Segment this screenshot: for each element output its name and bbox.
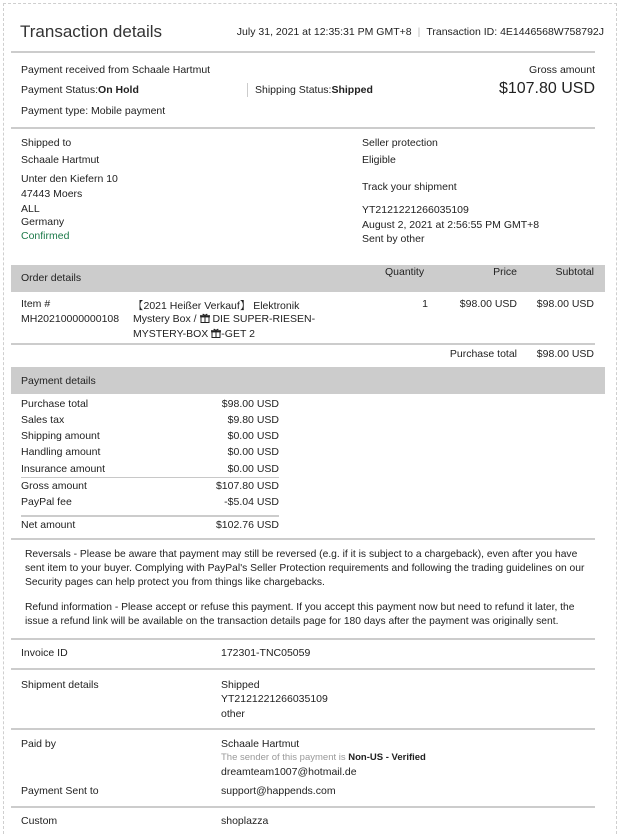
received-from-label: Payment received from [21,64,129,76]
shipment-details-label: Shipment details [21,679,99,691]
received-from-name: Schaale Hartmut [131,64,211,76]
shipping-status-label: Shipping Status: [255,84,332,96]
address-line3: ALL [21,203,40,215]
order-divider [11,343,595,345]
sender-status [221,752,426,763]
net-amount-row [21,519,279,535]
payment-row-value: $98.00 USD [221,398,279,410]
payment-type [21,105,165,117]
reversals-notice: Reversals - Please be aware that payment may still be reversed (e.g. if it is subject to a chargeback), even after you have sent item to your buyer. Complying with PayPal's Seller Protection requirements and following the trading guidelines on our Security pages can help protect you from things like chargebacks. [25,549,585,588]
payment-row-label: Shipping amount [21,430,100,442]
paid-by-label: Paid by [21,738,57,750]
payment-subtotal-divider [21,477,279,478]
payment-status-label: Payment Status: [21,84,99,96]
payment-row [21,414,279,430]
info-divider-top [11,638,595,640]
payment-divider [11,538,595,540]
payment-row-value: $0.00 USD [227,463,279,475]
address-line1: Unter den Kiefern 10 [21,173,118,185]
payment-row [21,496,279,512]
tracking-sent-by: Sent by other [362,233,425,245]
tracking-date: August 2, 2021 at 2:56:55 PM GMT+8 [362,219,540,231]
transaction-meta [237,26,604,38]
shipment-carrier: other [221,708,245,720]
item-desc-line2b: DIE SUPER-RIESEN- [212,313,316,325]
transaction-id: 4E1446568W758792J [500,26,604,38]
payment-details-header [11,367,605,394]
column-price: Price [493,266,517,278]
item-desc-line3 [133,328,255,340]
payment-row-label: Purchase total [21,398,89,410]
item-subtotal: $98.00 USD [536,298,594,310]
paid-by-name: Schaale Hartmut [221,738,300,750]
item-number: MH20210000000108 [21,313,120,325]
status-divider [247,83,248,97]
purchase-total-label: Purchase total [449,348,517,360]
column-subtotal: Subtotal [555,266,594,278]
shipping-status-value: Shipped [331,84,373,96]
payment-row-label: Gross amount [21,480,87,492]
custom-value: shoplazza [221,815,269,827]
track-shipment-link[interactable]: Track your shipment [362,181,457,193]
item-price: $98.00 USD [459,298,517,310]
address-status: Confirmed [21,230,70,242]
item-number-label: Item # [21,298,51,310]
sender-verification: Non-US - Verified [348,752,426,763]
custom-label: Custom [21,815,58,827]
shipping-status [255,84,373,96]
payment-details-title: Payment details [21,375,96,387]
meta-separator: | [417,26,421,38]
payment-row-label: Insurance amount [21,463,106,475]
payment-row [21,430,279,446]
payment-type-value: Mobile payment [91,105,166,117]
invoice-divider [11,668,595,670]
invoice-id-value: 172301-TNC05059 [221,647,311,659]
item-quantity: 1 [422,298,428,310]
item-desc-line3b: -GET 2 [221,328,255,340]
payment-row-value: $0.00 USD [227,446,279,458]
payment-status-value: On Hold [98,84,139,96]
seller-protection-label: Seller protection [362,137,438,149]
seller-protection-value: Eligible [362,154,396,166]
gross-amount-label: Gross amount [529,64,595,76]
payment-sent-to-email: support@happends.com [221,785,336,797]
gift-icon [211,328,221,338]
payment-status [21,84,139,96]
net-amount-label: Net amount [21,519,76,531]
payment-row-label: PayPal fee [21,496,72,508]
transaction-datetime: July 31, 2021 at 12:35:31 PM GMT+8 [236,26,412,38]
shipment-divider [11,728,595,730]
payment-type-label: Payment type: [21,105,89,117]
order-details-title: Order details [21,272,82,284]
address-line2: 47443 Moers [21,188,83,200]
column-quantity: Quantity [385,266,425,278]
shipped-to-label: Shipped to [21,137,72,149]
payment-row-label: Sales tax [21,414,65,426]
payment-row-value: -$5.04 USD [224,496,279,508]
item-desc-line3a: MYSTERY-BOX [133,328,209,340]
item-desc-line1: 【2021 Heißer Verkauf】 Elektronik [133,300,300,312]
address-country: Germany [21,216,65,228]
page-title: Transaction details [20,22,163,41]
payment-row [21,480,279,496]
transaction-id-label: Transaction ID: [426,26,498,38]
item-desc-line2 [133,313,315,325]
payment-sent-to-label: Payment Sent to [21,785,99,797]
paid-by-email: dreamteam1007@hotmail.de [221,766,357,778]
shipment-tracking: YT2121221266035109 [221,693,328,705]
sender-note: The sender of this payment is [221,752,346,763]
gift-icon [200,313,210,323]
payment-row-value: $9.80 USD [227,414,279,426]
gross-amount-value: $107.80 USD [498,80,595,97]
payment-row-value: $0.00 USD [227,430,279,442]
payment-row-label: Handling amount [21,446,101,458]
shipped-to-name: Schaale Hartmut [21,154,100,166]
received-from [21,64,210,76]
net-divider [21,515,279,517]
payment-row [21,398,279,414]
tracking-number: YT2121221266035109 [362,204,469,216]
invoice-id-label: Invoice ID [21,647,68,659]
payment-row-value: $107.80 USD [215,480,279,492]
summary-divider [11,127,595,129]
item-desc-line2a: Mystery Box / [133,313,197,325]
purchase-total-value: $98.00 USD [536,348,594,360]
net-amount-value: $102.76 USD [215,519,279,531]
payment-row [21,446,279,462]
shipment-status: Shipped [221,679,260,691]
header-divider [11,51,595,53]
refund-notice: Refund information - Please accept or refuse this payment. If you accept this payment now but need to refund it later, the issue a refund link will be available on the transaction details page for 180 days after the payment was originally sent. [25,602,575,627]
paid-by-divider [11,806,595,808]
